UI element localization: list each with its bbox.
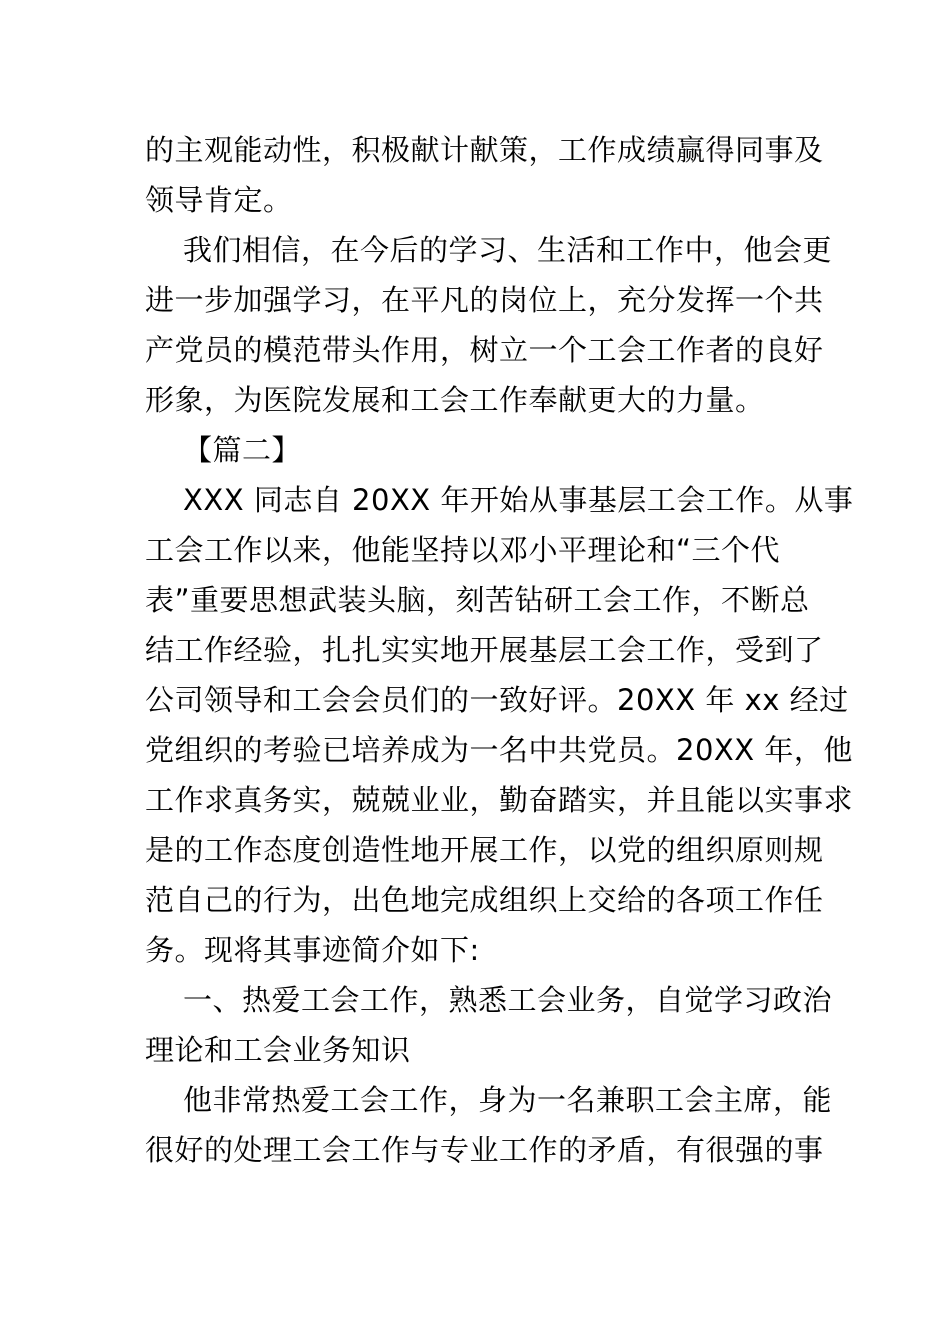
subheading: 一、热爱工会工作，熟悉工会业务，自觉学习政治 — [183, 983, 833, 1017]
text-line: 党组织的考验已培养成为一名中共党员。20XX 年，他 — [145, 733, 853, 767]
text-line: 领导肯定。 — [145, 183, 293, 217]
text-line: 工作求真务实，兢兢业业，勤奋踏实，并且能以实事求 — [145, 783, 854, 817]
text-line: 进一步加强学习，在平凡的岗位上，充分发挥一个共 — [145, 283, 824, 317]
text-line: 是的工作态度创造性地开展工作，以党的组织原则规 — [145, 833, 824, 867]
subheading: 理论和工会业务知识 — [145, 1033, 411, 1067]
text-line: 工会工作以来，他能坚持以邓小平理论和“三个代 — [145, 533, 781, 567]
text-line: XXX 同志自 20XX 年开始从事基层工会工作。从事 — [183, 483, 854, 517]
text-line: 范自己的行为，出色地完成组织上交给的各项工作任 — [145, 883, 824, 917]
text-line: 我们相信，在今后的学习、生活和工作中，他会更 — [183, 233, 833, 267]
text-line: 形象，为医院发展和工会工作奉献更大的力量。 — [145, 383, 765, 417]
text-line: 他非常热爱工会工作，身为一名兼职工会主席，能 — [183, 1083, 833, 1117]
text-line: 结工作经验，扎扎实实地开展基层工会工作，受到了 — [145, 633, 824, 667]
text-line: 产党员的模范带头作用，树立一个工会工作者的良好 — [145, 333, 824, 367]
text-line: 务。现将其事迹简介如下: — [145, 933, 480, 967]
text-line: 的主观能动性，积极献计献策，工作成绩赢得同事及 — [145, 133, 824, 167]
text-line: 公司领导和工会会员们的一致好评。20XX 年 xx 经过 — [145, 683, 849, 717]
section-heading: 【篇二】 — [183, 433, 302, 467]
text-line: 表”重要思想武装头脑，刻苦钻研工会工作，不断总 — [145, 583, 810, 617]
text-line: 很好的处理工会工作与专业工作的矛盾，有很强的事 — [145, 1133, 824, 1167]
